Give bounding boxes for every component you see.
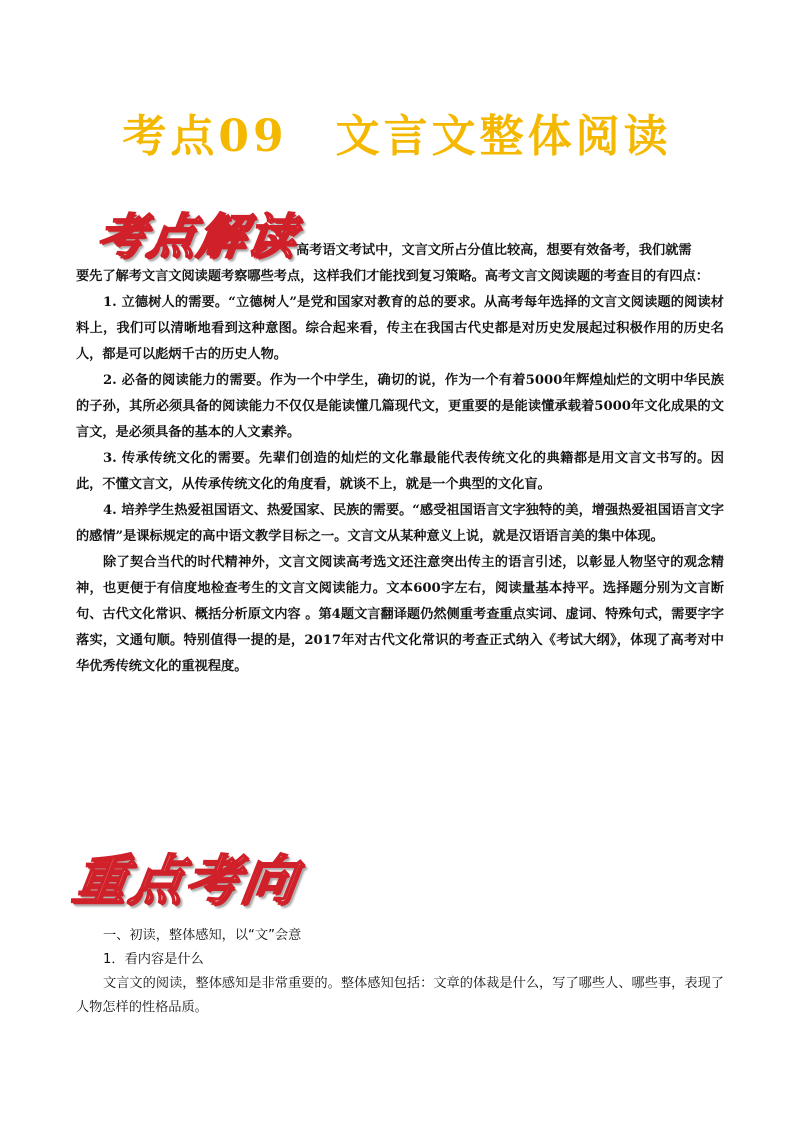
subheading-1: 一、初读，整体感知，以“文”会意: [103, 928, 302, 943]
section-heading-kaodian-jiedu: 考点解读: [93, 209, 302, 265]
intro-first-line: 高考语文考试中，文言文所占分值比较高，想要有效备考，我们就需: [296, 243, 692, 258]
intro-rest: 要先了解考文言文阅读题考察哪些考点，这样我们才能找到复习策略。高考文言文阅读题的考查目的有四点：: [76, 269, 709, 284]
intro-section: [76, 238, 724, 680]
page-title: 考点09 文言文整体阅读: [122, 111, 672, 162]
body-paragraph: 文言文的阅读，整体感知是非常重要的。整体感知包括：文章的体裁是什么，写了哪些人、哪些事，表现了人物怎样的性格品质。: [76, 976, 724, 1015]
subheading-2: 1．看内容是什么: [103, 952, 204, 967]
intro-paragraph: [76, 238, 724, 290]
point-1: 1. 立德树人的需要。“立德树人”是党和国家对教育的总的要求。从高考每年选择的文言文阅读题的阅读材料上，我们可以清晰地看到这种意图。综合起来看，传主在我国古代史都是对历史发展起过积极作用的历史名人，都是可以彪炳千古的历史人物。: [76, 295, 724, 362]
section-heading-zhongdian-kaoxiang: 重点考向: [69, 849, 302, 912]
point-4: 4. 培养学生热爱祖国语文、热爱国家、民族的需要。“感受祖国语言文字独特的美，增强热爱祖国语言文字的感情”是课标规定的高中语文教学目标之一。文言文从某种意义上说，就是汉语语言美的集中体现。: [76, 503, 724, 544]
point-3: 3. 传承传统文化的需要。先辈们创造的灿烂的文化靠最能代表传统文化的典籍都是用文言文书写的。因此，不懂文言文，从传承传统文化的角度看，就谈不上，就是一个典型的文化盲。: [76, 451, 724, 492]
point-2: 2. 必备的阅读能力的需要。作为一个中学生，确切的说，作为一个有着5000年辉煌灿烂的文明中华民族的子孙，其所必须具备的阅读能力不仅仅是能读懂几篇现代文，更重要的是能读懂承载着5000年文化成果的文言文，是必须具备的基本的人文素养。: [76, 373, 724, 440]
section2-body: [76, 924, 724, 1020]
summary-paragraph: 除了契合当代的时代精神外，文言文阅读高考选文还注意突出传主的语言引述，以彰显人物坚守的观念精神，也更便于有信度地检查考生的文言文阅读能力。文本600字左右，阅读量基本持平。选择题分别为文言断句、古代文化常识、概括分析原文内容 。第4题文言翻译题仍然侧重考查重点实词、虚词、特殊句式，需要字字落实，文通句顺。特别值得一提的是，2017年对古代文化常识的考查正式纳入《考试大纲》，体现了高考对中华优秀传统文化的重视程度。: [76, 555, 724, 674]
